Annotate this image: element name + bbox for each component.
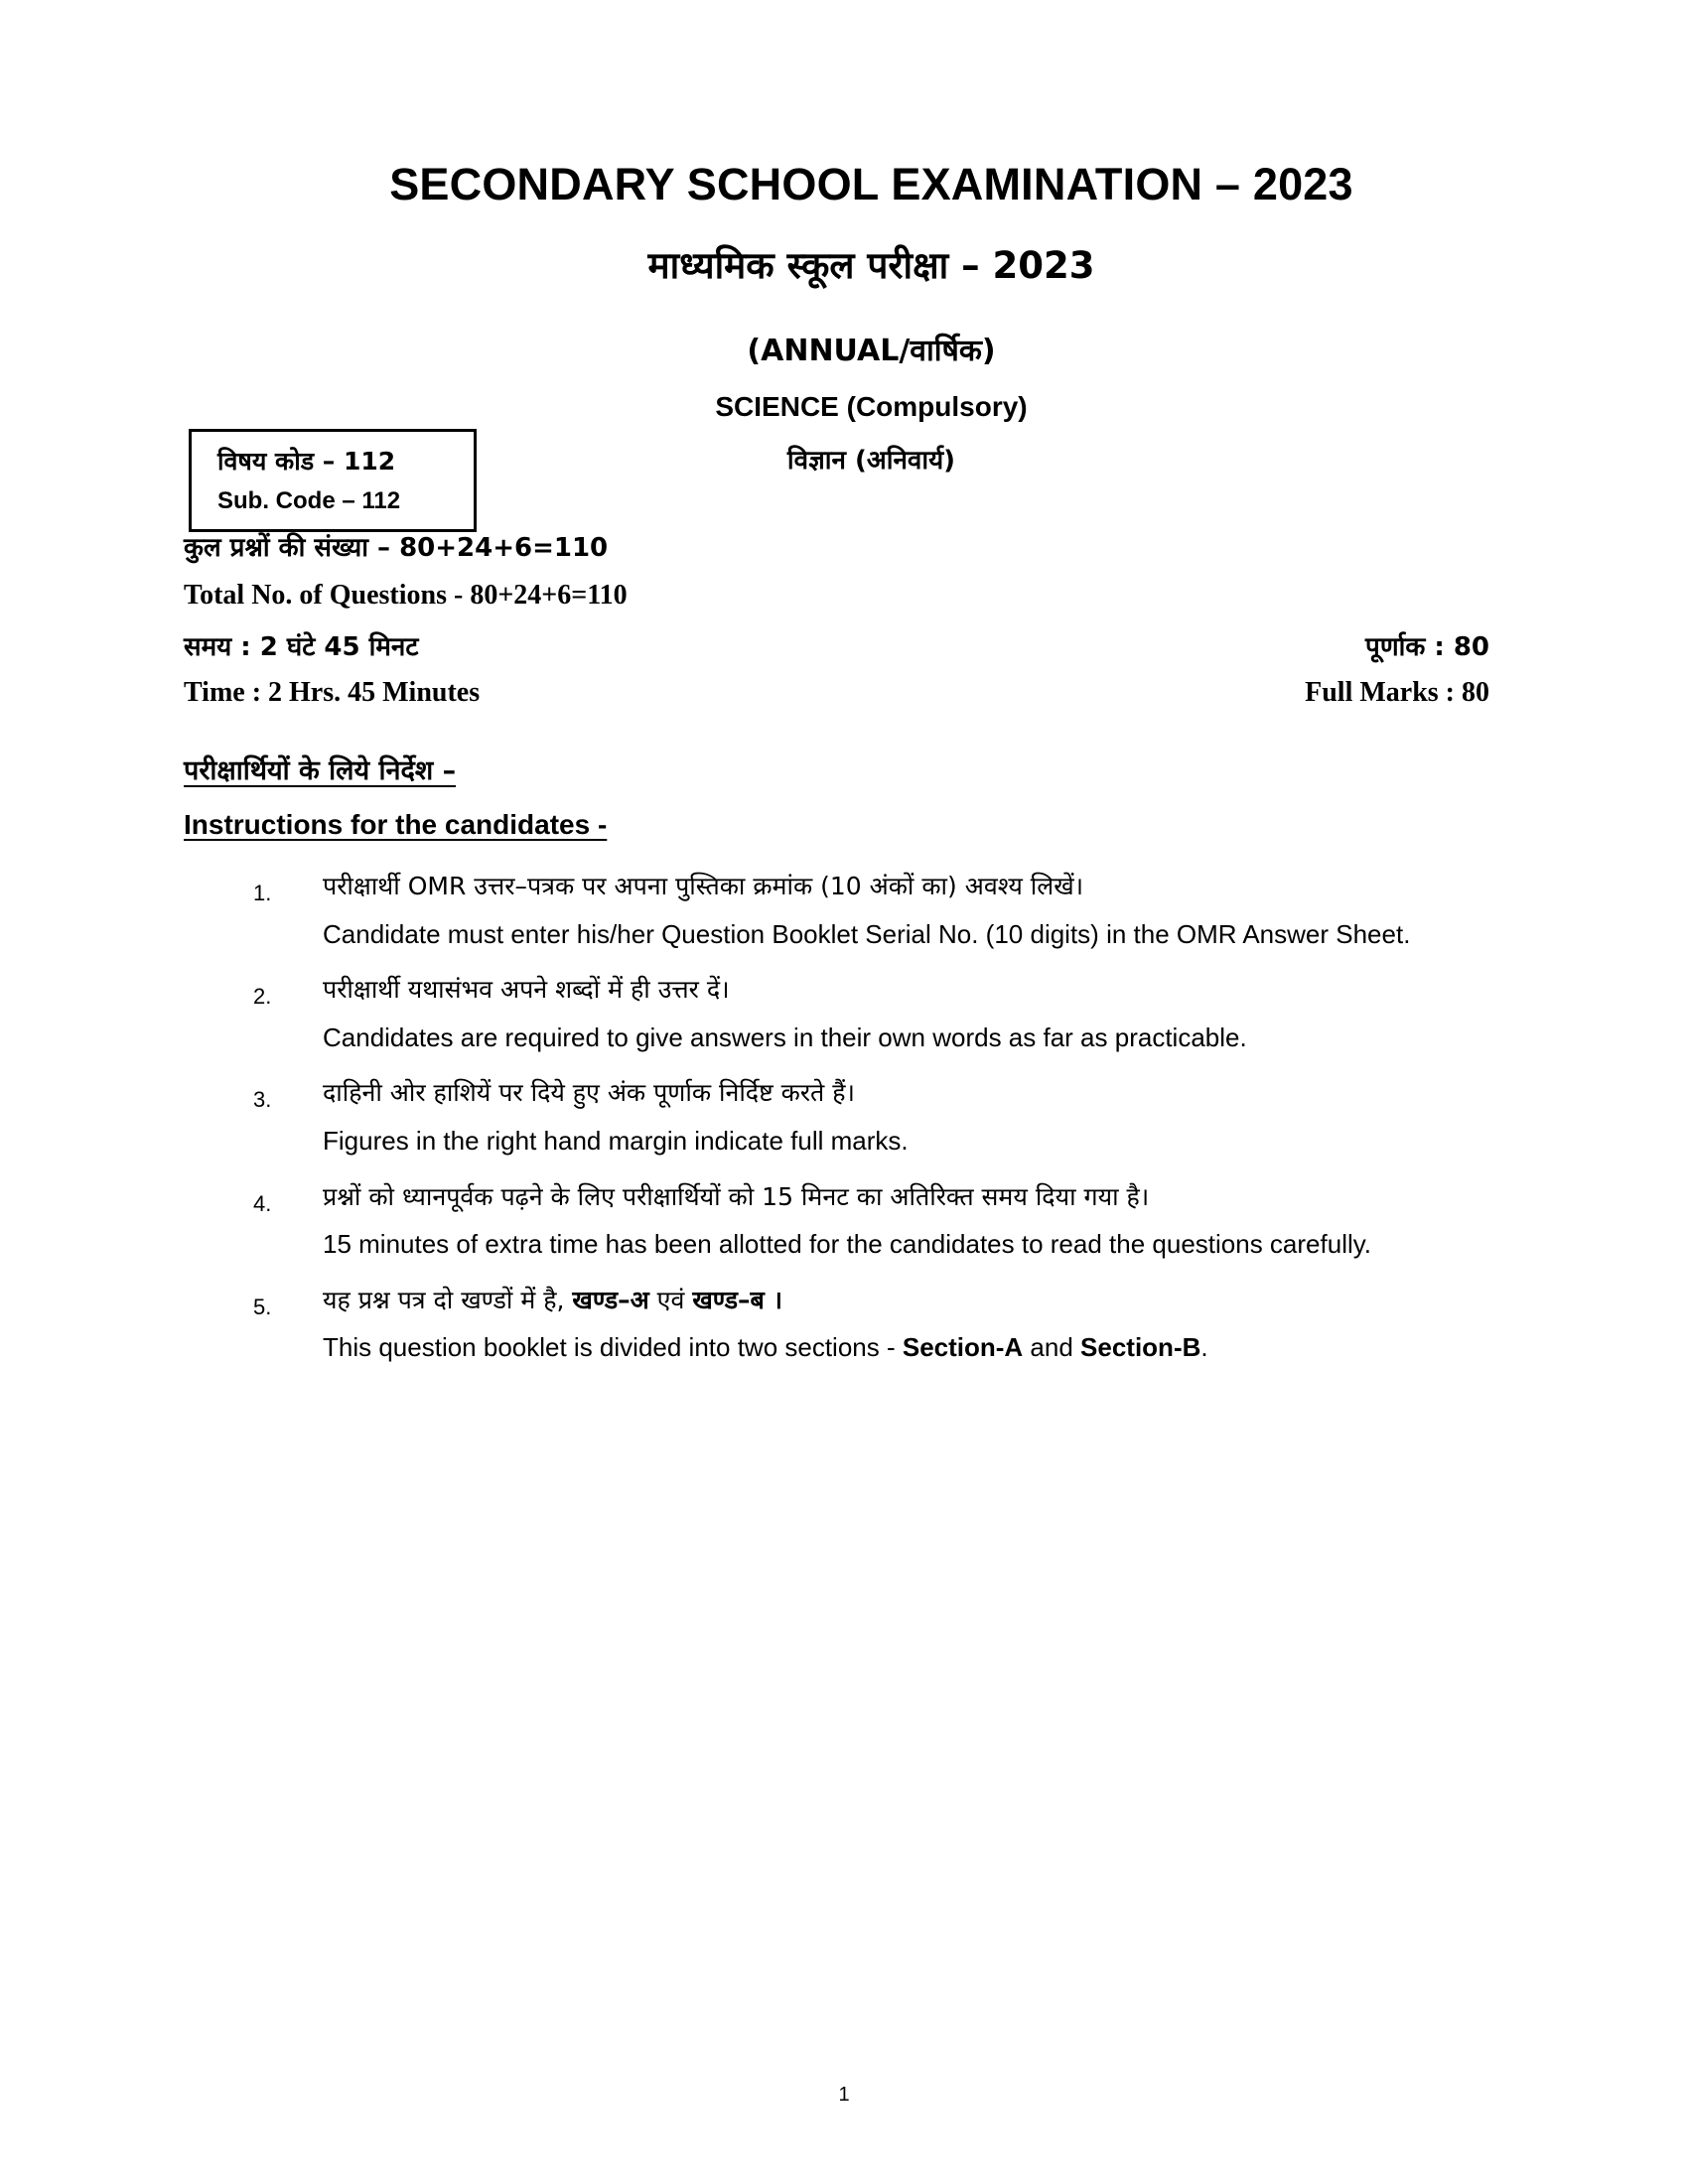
time-english: Time : 2 Hrs. 45 Minutes — [184, 677, 481, 708]
instructions-list — [253, 867, 1489, 1380]
instruction-body — [323, 1177, 1489, 1277]
list-item — [253, 867, 1489, 966]
instruction-hindi: प्रश्नों को ध्यानपूर्वक पढ़ने के लिए परीक्षार्थियों को 15 मिनट का अतिरिक्त समय दिया गया है। — [323, 1181, 1150, 1211]
instruction-english-mid: and — [1023, 1332, 1081, 1363]
instruction-body — [323, 1281, 1489, 1380]
instruction-body — [323, 867, 1489, 966]
instruction-english-prefix: This question booklet is divided into two sections - — [323, 1332, 903, 1363]
subject-code-english: Sub. Code – 112 — [217, 487, 401, 514]
instruction-number: 3. — [253, 1087, 272, 1113]
list-item — [253, 1281, 1489, 1380]
page-number: 1 — [838, 2084, 850, 2106]
page-title-hindi: माध्यमिक स्कूल परीक्षा – 2023 — [647, 244, 1095, 287]
instruction-body — [323, 1073, 1489, 1172]
time-marks-row-hindi — [184, 627, 1489, 663]
instruction-english-section-b: Section-B — [1080, 1332, 1201, 1363]
instruction-english: Figures in the right hand margin indicate full marks. — [323, 1125, 909, 1156]
instructions-heading-english-wrap — [184, 787, 1489, 851]
page-content — [184, 159, 1489, 1384]
full-marks-hindi: पूर्णाक : 80 — [1365, 632, 1489, 662]
total-questions-english: Total No. of Questions - 80+24+6=110 — [184, 580, 628, 611]
instructions-heading-hindi: परीक्षार्थियों के लिये निर्देश – — [184, 755, 457, 786]
subject-code-hindi: विषय कोड – 112 — [217, 447, 396, 476]
instruction-english: 15 minutes of extra time has been allotted for the candidates to read the questions carefully. — [323, 1229, 1372, 1260]
instruction-number: 4. — [253, 1190, 272, 1216]
instructions-heading-english: Instructions for the candidates - — [184, 809, 608, 840]
instruction-english-suffix: . — [1200, 1332, 1208, 1363]
page-title: SECONDARY SCHOOL EXAMINATION – 2023 — [389, 159, 1353, 209]
instruction-hindi-section-b: खण्ड–ब — [692, 1285, 765, 1314]
instruction-hindi-section-a: खण्ड–अ — [572, 1285, 649, 1314]
list-item — [253, 970, 1489, 1069]
exam-meta-block — [184, 528, 1489, 709]
subject-name-hindi: विज्ञान (अनिवार्य) — [786, 446, 956, 476]
total-questions-hindi: कुल प्रश्नों की संख्या – 80+24+6=110 — [184, 533, 609, 563]
subject-code-box — [189, 429, 477, 532]
instruction-english: Candidate must enter his/her Question Booklet Serial No. (10 digits) in the OMR Answer Sheet. — [323, 918, 1411, 949]
instruction-hindi: परीक्षार्थी यथासंभव अपने शब्दों में ही उत्तर दें। — [323, 975, 730, 1005]
instruction-body — [323, 970, 1489, 1069]
instruction-english-section-a: Section-A — [902, 1332, 1024, 1363]
instruction-hindi: दाहिनी ओर हाशियें पर दिये हुए अंक पूर्णाक निर्दिष्ट करते हैं। — [323, 1078, 855, 1108]
instruction-english: Candidates are required to give answers in their own words as far as practicable. — [323, 1022, 1247, 1052]
exam-type-label: (ANNUAL/वार्षिक) — [747, 334, 996, 368]
instruction-number: 5. — [253, 1294, 272, 1319]
instruction-hindi — [323, 1281, 1489, 1321]
instruction-number: 1. — [253, 881, 272, 905]
instruction-hindi: परीक्षार्थी OMR उत्तर–पत्रक पर अपना पुस्तिका क्रमांक (10 अंकों का) अवश्य लिखें। — [323, 872, 1084, 900]
list-item — [253, 1073, 1489, 1172]
instruction-hindi-suffix: । — [764, 1285, 783, 1314]
instruction-english — [323, 1326, 1489, 1370]
time-marks-row-english — [184, 677, 1489, 709]
instruction-hindi-prefix: यह प्रश्न पत्र दो खण्डों में है, — [323, 1285, 573, 1314]
full-marks-english: Full Marks : 80 — [1305, 677, 1489, 708]
subject-name-english: SCIENCE (Compulsory) — [715, 391, 1028, 422]
instructions-heading-hindi-wrap — [184, 723, 1489, 787]
time-hindi: समय : 2 घंटे 45 मिनट — [184, 632, 419, 662]
instruction-hindi-mid: एवं — [648, 1285, 693, 1314]
instruction-number: 2. — [253, 984, 272, 1010]
list-item — [253, 1177, 1489, 1277]
